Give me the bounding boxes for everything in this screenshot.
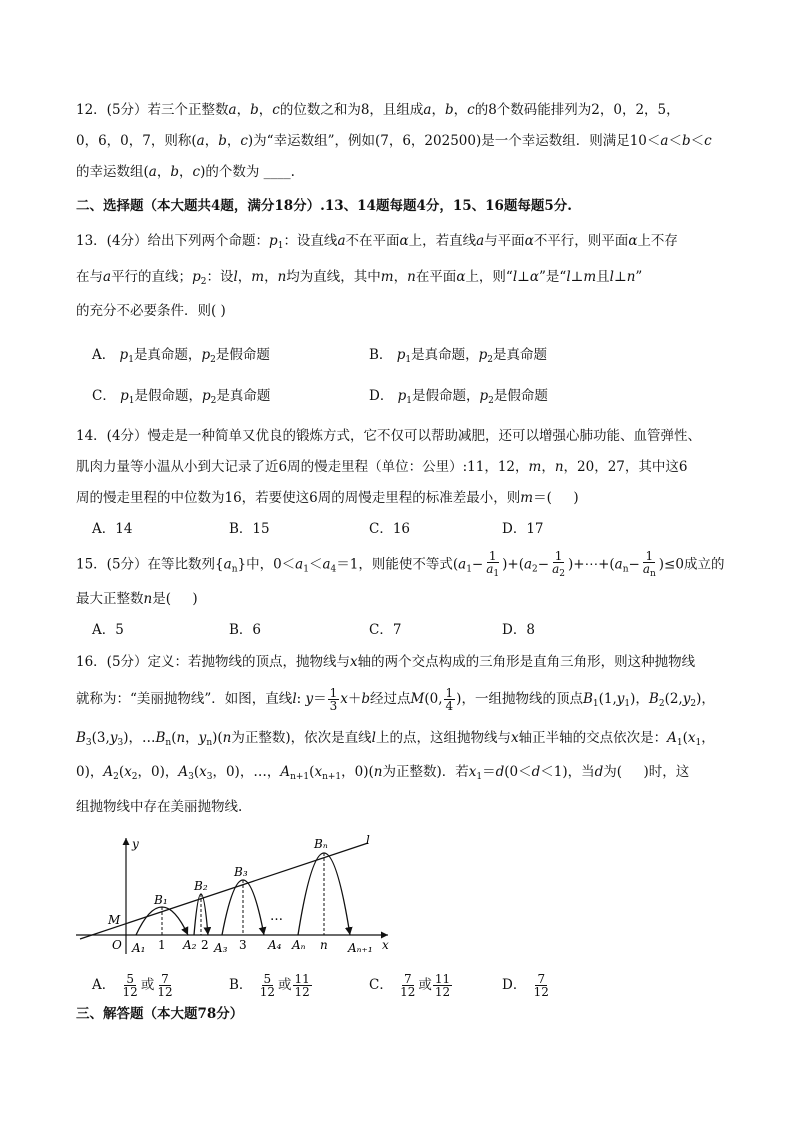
q16-line1: 16．(5分）定义：若抛物线的顶点，抛物线与x轴的两个交点构成的三角形是直角三角形，则这种抛物线 <box>76 654 696 670</box>
q15-option-c[interactable]: C．7 <box>369 622 402 638</box>
y-axis-label: y <box>132 837 139 851</box>
root-a1-label: A₁ <box>132 941 146 955</box>
tick-2-label: 2 <box>201 938 209 952</box>
q14-line2: 肌肉力量等小温从小到大记录了近6周的慢走里程（单位：公里）:11，12，m，n，20，27，其中这6 <box>76 459 688 475</box>
q12-line2: 0，6，0，7，则称(a，b，c)为“幸运数组”，例如(7，6，202500)是一个幸运数组．则满足10＜a＜b＜c <box>76 133 712 149</box>
origin-label: O <box>112 938 122 952</box>
q14-option-c[interactable]: C．16 <box>369 521 411 537</box>
ellipsis-label: … <box>270 909 283 924</box>
q16-line5: 组抛物线中存在美丽抛物线. <box>76 799 243 815</box>
root-an-label: Aₙ <box>292 938 306 952</box>
q16-line4: 0)，$A_2(x_2$，0)，$A_3(x_3$，0)，…，$A_{n+1}(x_{n+1}$，0)(n为正整数)．若$x_1=d(0<d<1)$，当d为( )时，这 <box>76 764 690 782</box>
x-axis-label: x <box>382 938 389 952</box>
root-an1-label: Aₙ₊₁ <box>348 941 373 955</box>
q16-option-c[interactable]: C． $\frac{7}{12}$ 或 $\frac{11}{12}$ <box>369 972 451 999</box>
q16-option-d[interactable]: D． $\frac{7}{12}$ <box>502 972 549 999</box>
q15-option-d[interactable]: D．8 <box>502 622 535 638</box>
q13-option-a[interactable]: A． $p_1$是真命题，$p_2$是假命题 <box>92 347 270 365</box>
q14-option-d[interactable]: D．17 <box>502 521 544 537</box>
q12-line1: 12．(5分）若三个正整数a，b，c的位数之和为8，且组成a，b，c的8个数码能排列为2，0，2，5， <box>76 102 680 118</box>
section-3-heading: 三、解答题（本大题78分） <box>76 1006 244 1022</box>
q15-line2: 最大正整数n是( ) <box>76 591 198 607</box>
q14-option-a[interactable]: A．14 <box>92 521 133 537</box>
q15-line1: 15．(5分）在等比数列$\{a_n\}$中，$0<a_1<a_4=1$，则能使不等式($a_1-$ $\frac{1}{a_1}$ )$+(a_2-$ $\frac{1}{a_2}$ )$+\cdots+(a_n-$ $\frac{1}{a_n}$ )≤0成立的 <box>76 549 725 579</box>
q13-option-b[interactable]: B． $p_1$是真命题，$p_2$是真命题 <box>369 347 547 365</box>
q16-option-b[interactable]: B． $\frac{5}{12}$ 或 $\frac{11}{12}$ <box>229 972 310 999</box>
q15-option-b[interactable]: B．6 <box>229 622 262 638</box>
parabola-figure <box>70 828 400 958</box>
q14-option-b[interactable]: B．15 <box>229 521 270 537</box>
q13-option-d[interactable]: D． $p_1$是假命题，$p_2$是假命题 <box>369 388 548 406</box>
vertex-b2-label: B₂ <box>194 879 208 893</box>
q15-option-a[interactable]: A．5 <box>92 622 124 638</box>
root-a4-label: A₄ <box>268 938 282 952</box>
root-a3-label: A₃ <box>214 941 228 955</box>
q13-line3: 的充分不必要条件．则( ) <box>76 303 226 319</box>
q13-option-c[interactable]: C． $p_1$是假命题，$p_2$是真命题 <box>92 388 271 406</box>
point-m-label: M <box>108 913 121 927</box>
vertex-bn-label: Bₙ <box>314 837 328 851</box>
tick-n-label: n <box>320 938 328 952</box>
q12-line3: 的幸运数组(a，b，c)的个数为 ____. <box>76 164 295 180</box>
line-l-label: l <box>366 833 370 847</box>
q14-line3: 周的慢走里程的中位数为16，若要使这6周的周慢走里程的标准差最小，则m＝( ) <box>76 490 579 506</box>
q13-line2: 在与a平行的直线；$p_2$：设l，m，n均为直线，其中m，n在平面α上，则“l⊥α”是“l⊥m且l⊥n” <box>76 269 643 287</box>
vertex-b1-label: B₁ <box>154 893 168 907</box>
root-a2-label: A₂ <box>183 938 197 952</box>
q16-option-a[interactable]: A． $\frac{5}{12}$ 或 $\frac{7}{12}$ <box>92 972 173 999</box>
tick-1-label: 1 <box>158 938 166 952</box>
q16-line3: $B_3(3,y_3)$，$\dots B_n(n$，$y_n)(n$为正整数)，依次是直线l上的点，这组抛物线与x轴正半轴的交点依次是：$A_1(x_1$， <box>76 730 715 748</box>
section-2-heading: 二、选择题（本大题共4题，满分18分）.13、14题每题4分，15、16题每题5分. <box>76 198 573 214</box>
q13-line1: 13．(4分）给出下列两个命题：$p_1$：设直线a不在平面α上，若直线a与平面α不平行，则平面α上不存 <box>76 233 678 251</box>
q14-line1: 14．(4分）慢走是一种简单又优良的锻炼方式，它不仅可以帮助减肥，还可以增强心肺功能、血管弹性、 <box>76 428 702 444</box>
vertex-b3-label: B₃ <box>234 865 248 879</box>
tick-3-label: 3 <box>239 938 247 952</box>
q16-line2: 就称为：“美丽抛物线”．如图，直线l: y＝ $\frac{1}{3}$ x＋b经过点M(0, $\frac{1}{4}$ )，一组抛物线的顶点$B_1(1,y_1)$，$B_2(2,y_2)$， <box>76 686 715 713</box>
